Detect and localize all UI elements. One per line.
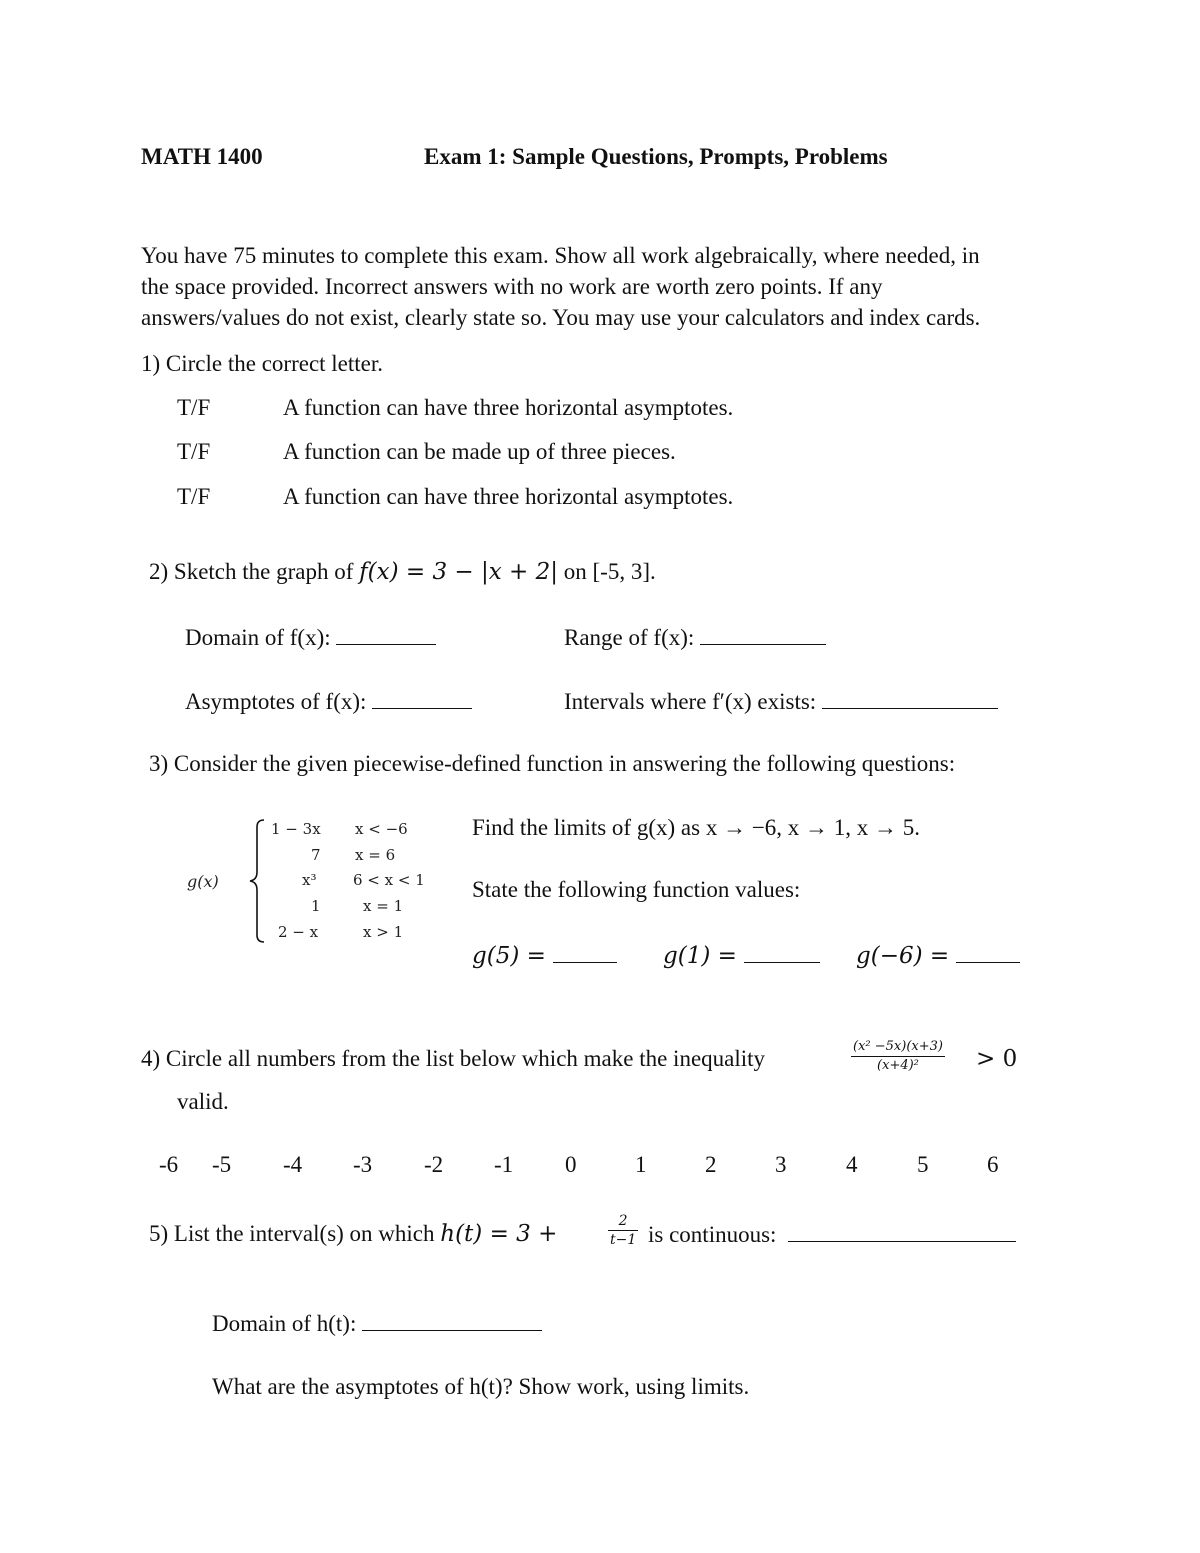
number-option[interactable]: 6 bbox=[987, 1152, 999, 1177]
q5-prompt bbox=[149, 1221, 557, 1247]
q2-prompt bbox=[149, 559, 656, 585]
q5-domain-blank[interactable] bbox=[362, 1310, 542, 1331]
number-option[interactable]: 0 bbox=[565, 1152, 577, 1177]
number-option[interactable]: 2 bbox=[705, 1152, 717, 1177]
number-option[interactable]: 1 bbox=[635, 1152, 647, 1177]
q1-statement-3: A function can have three horizontal asymptotes. bbox=[283, 484, 734, 509]
q3-piece-cond: x > 1 bbox=[363, 923, 404, 941]
q3-g5-blank[interactable] bbox=[553, 942, 617, 963]
q5-fraction bbox=[608, 1212, 638, 1249]
q2-range bbox=[564, 624, 826, 651]
q1-prompt: 1) Circle the correct letter. bbox=[141, 351, 384, 376]
q2-range-blank[interactable] bbox=[700, 624, 826, 645]
q3-gm6 bbox=[856, 942, 1020, 969]
number-option[interactable]: -5 bbox=[212, 1152, 232, 1177]
q4-fraction bbox=[851, 1038, 945, 1075]
q2-prompt-post: on [-5, 3]. bbox=[558, 559, 656, 584]
q2-domain-label: Domain of f(x): bbox=[185, 625, 337, 650]
q5-numerator: 2 bbox=[608, 1212, 638, 1231]
q3-piece-cond: x = 6 bbox=[355, 846, 396, 864]
q2-intervals bbox=[564, 688, 998, 715]
q1-tf-3[interactable]: T/F bbox=[177, 484, 211, 509]
q1-tf-2[interactable]: T/F bbox=[177, 439, 211, 464]
q2-domain-blank[interactable] bbox=[336, 624, 436, 645]
q3-g5-label: g(5) = bbox=[472, 943, 554, 969]
q3-piece-expr: 1 bbox=[311, 897, 321, 915]
q1-statement-2: A function can be made up of three pieces. bbox=[283, 439, 676, 464]
q3-piece-expr: 7 bbox=[311, 846, 321, 864]
q5-interval-blank[interactable] bbox=[788, 1221, 1016, 1242]
q2-function: f(x) = 3 − |x + 2| bbox=[359, 559, 558, 585]
instruction-line: You have 75 minutes to complete this exam. Show all work algebraically, where needed, in bbox=[141, 243, 980, 268]
q2-asymptotes bbox=[185, 688, 472, 715]
q2-intervals-label: Intervals where f′(x) exists: bbox=[564, 689, 822, 714]
q5-function: h(t) = 3 + bbox=[440, 1221, 558, 1247]
q3-g5 bbox=[472, 942, 617, 969]
number-option[interactable]: -2 bbox=[424, 1152, 444, 1177]
q3-g1-label: g(1) = bbox=[663, 943, 745, 969]
q4-valid: valid. bbox=[177, 1089, 229, 1114]
q3-function-name: g(x) bbox=[187, 872, 219, 891]
q2-asymptotes-label: Asymptotes of f(x): bbox=[185, 689, 373, 714]
q5-domain-label: Domain of h(t): bbox=[212, 1311, 363, 1336]
q5-prompt-post: is continuous: bbox=[648, 1222, 783, 1247]
number-option[interactable]: 4 bbox=[846, 1152, 858, 1177]
q3-limits-text: Find the limits of g(x) as x → −6, x → 1, x → 5. bbox=[472, 815, 921, 840]
q4-rhs: > 0 bbox=[976, 1046, 1018, 1072]
q3-piece-cond: 6 < x < 1 bbox=[353, 871, 425, 889]
q3-values-text: State the following function values: bbox=[472, 877, 801, 902]
number-option[interactable]: -6 bbox=[159, 1152, 179, 1177]
q3-piece-cond: x < −6 bbox=[355, 820, 408, 838]
number-option[interactable]: 3 bbox=[775, 1152, 787, 1177]
q3-piece-cond: x = 1 bbox=[363, 897, 404, 915]
q2-prompt-pre: 2) Sketch the graph of bbox=[149, 559, 360, 584]
number-option[interactable]: 5 bbox=[917, 1152, 929, 1177]
q3-g1 bbox=[663, 942, 820, 969]
q1-statement-1: A function can have three horizontal asymptotes. bbox=[283, 395, 734, 420]
q3-g1-blank[interactable] bbox=[744, 942, 820, 963]
q2-asymptotes-blank[interactable] bbox=[372, 688, 472, 709]
q2-intervals-blank[interactable] bbox=[822, 688, 998, 709]
left-brace-icon bbox=[248, 818, 268, 944]
instructions bbox=[141, 240, 1091, 333]
q3-piece-expr: 1 − 3x bbox=[271, 820, 321, 838]
number-option[interactable]: -3 bbox=[353, 1152, 373, 1177]
q3-piece-expr: 2 − x bbox=[278, 923, 319, 941]
instruction-line: answers/values do not exist, clearly state so. You may use your calculators and index cards. bbox=[141, 305, 981, 330]
q5-prompt-pre: 5) List the interval(s) on which bbox=[149, 1221, 441, 1246]
q2-domain bbox=[185, 624, 436, 651]
q3-prompt: 3) Consider the given piecewise-defined function in answering the following questions: bbox=[149, 751, 956, 776]
q3-gm6-blank[interactable] bbox=[956, 942, 1020, 963]
q5-continuous bbox=[648, 1221, 1016, 1248]
q5-asymptotes-question: What are the asymptotes of h(t)? Show work, using limits. bbox=[212, 1374, 750, 1399]
course-code: MATH 1400 bbox=[141, 144, 263, 169]
q5-denominator: t−1 bbox=[610, 1232, 637, 1248]
q3-gm6-label: g(−6) = bbox=[856, 943, 957, 969]
q4-denominator: (x+4)² bbox=[877, 1058, 919, 1073]
exam-title: Exam 1: Sample Questions, Prompts, Problems bbox=[424, 144, 888, 169]
q5-domain bbox=[212, 1310, 542, 1337]
q4-numerator: (x² −5x)(x+3) bbox=[851, 1038, 945, 1057]
q1-tf-1[interactable]: T/F bbox=[177, 395, 211, 420]
instruction-line: the space provided. Incorrect answers with no work are worth zero points. If any bbox=[141, 274, 883, 299]
q2-range-label: Range of f(x): bbox=[564, 625, 701, 650]
number-option[interactable]: -1 bbox=[494, 1152, 514, 1177]
q4-prompt: 4) Circle all numbers from the list below which make the inequality bbox=[141, 1046, 766, 1071]
q3-piece-expr: x³ bbox=[302, 871, 317, 889]
number-option[interactable]: -4 bbox=[283, 1152, 303, 1177]
